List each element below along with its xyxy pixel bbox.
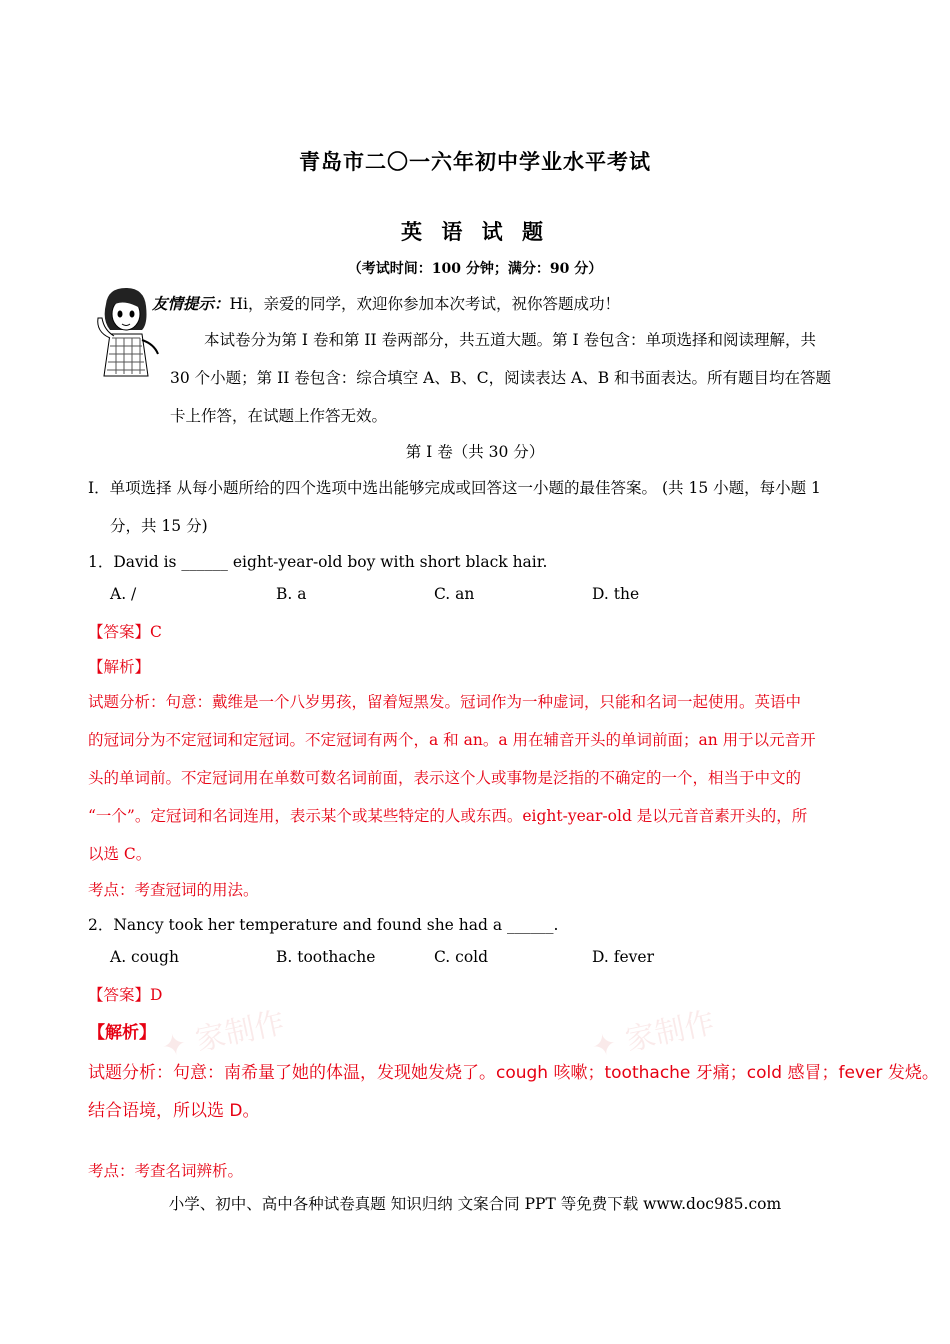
q1-analysis-line-4: “一个”。定冠词和名词连用，表示某个或某些特定的人或东西。eight-year-old 是以元音音素开头的，所	[88, 807, 808, 825]
q2-option-a: A. cough	[110, 948, 179, 966]
q1-option-a: A. /	[110, 585, 137, 603]
q1-option-b: B. a	[276, 585, 307, 603]
tip-label: 友情提示：	[152, 294, 230, 313]
q2-analysis-line-2: 结合语境，所以选 D。	[88, 1101, 260, 1121]
q1-option-d: D. the	[592, 585, 640, 603]
section-instructions-2: 分，共 15 分)	[110, 517, 208, 535]
exam-title: 青岛市二〇一六年初中学业水平考试	[299, 149, 651, 174]
part-title: 第 I 卷（共 30 分）	[405, 443, 545, 461]
question-2-stem: 2．Nancy took her temperature and found she had a ______.	[88, 916, 559, 934]
q2-option-b: B. toothache	[276, 948, 376, 966]
q1-analysis-line-1: 试题分析：句意：戴维是一个八岁男孩，留着短黑发。冠词作为一种虚词，只能和名词一起使用。英语中	[88, 693, 802, 711]
tip-para-1: 本试卷分为第 I 卷和第 II 卷两部分，共五道大题。第 I 卷包含：单项选择和阅读理解，共	[204, 331, 817, 349]
tip-para-3: 卡上作答，在试题上作答无效。	[170, 407, 388, 425]
question-1-stem: 1．David is ______ eight-year-old boy with short black hair.	[88, 553, 548, 571]
subject-title: 英 语 试 题	[401, 219, 549, 244]
exam-info: （考试时间：100 分钟；满分：90 分）	[347, 261, 603, 277]
page-footer: 小学、初中、高中各种试卷真题 知识归纳 文案合同 PPT 等免费下载 www.doc985.com	[168, 1195, 782, 1213]
q2-analysis-line-1: 试题分析：句意：南希量了她的体温，发现她发烧了。cough 咳嗽；toothache 牙痛；cold 感冒；fever 发烧。	[88, 1063, 939, 1083]
tip-line	[152, 292, 620, 314]
q2-option-c: C. cold	[434, 948, 489, 966]
q2-point: 考点：考查名词辨析。	[88, 1162, 244, 1180]
watermark-mark: ✦ 家制作	[588, 1005, 718, 1066]
section-instructions-1: I．单项选择 从每小题所给的四个选项中选出能够完成或回答这一小题的最佳答案。 (共 15 小题，每小题 1	[88, 479, 821, 497]
q2-analysis-label: 【解析】	[88, 1023, 156, 1043]
tip-para-2: 30 个小题；第 II 卷包含：综合填空 A、B、C，阅读表达 A、B 和书面表达。所有题目均在答题	[170, 369, 832, 387]
tip-greeting: Hi，亲爱的同学，欢迎你参加本次考试，祝你答题成功！	[229, 295, 620, 313]
q1-option-c: C. an	[434, 585, 475, 603]
q1-analysis-line-5: 以选 C。	[88, 845, 152, 863]
watermark-mark: ✦ 家制作	[158, 1005, 288, 1066]
cartoon-girl-icon	[92, 284, 160, 384]
q1-point: 考点：考查冠词的用法。	[88, 881, 259, 899]
q1-answer: 【答案】C	[88, 623, 162, 641]
q1-analysis-label: 【解析】	[88, 658, 151, 676]
q2-option-d: D. fever	[592, 948, 654, 966]
q1-analysis-line-2: 的冠词分为不定冠词和定冠词。不定冠词有两个，a 和 an。a 用在辅音开头的单词前面；an 用于以元音开	[88, 731, 816, 749]
q1-analysis-line-3: 头的单词前。不定冠词用在单数可数名词前面，表示这个人或事物是泛指的不确定的一个，相当于中文的	[88, 769, 802, 787]
q2-answer: 【答案】D	[88, 986, 163, 1004]
